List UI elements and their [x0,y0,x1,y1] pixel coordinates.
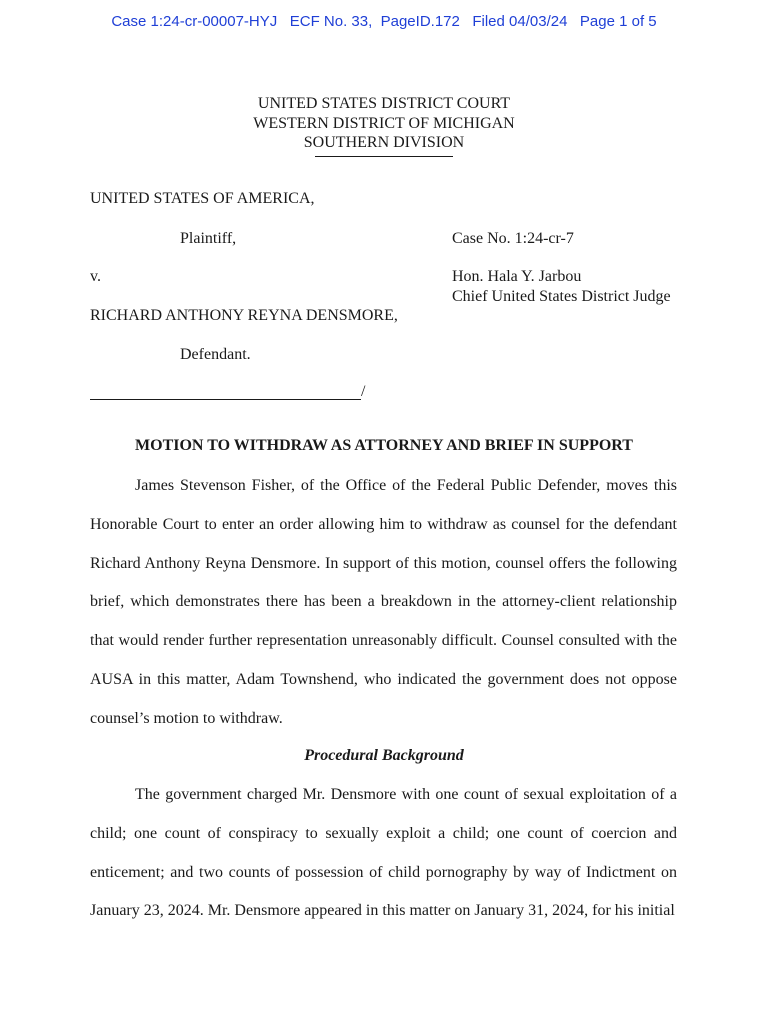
ecf-filing-stamp: Case 1:24-cr-00007-HYJ ECF No. 33, PageID.172 Filed 04/03/24 Page 1 of 5 [111,13,657,30]
judge-title: Chief United States District Judge [452,288,671,305]
section-heading: Procedural Background [304,747,464,764]
plaintiff-role: Plaintiff, [180,230,237,247]
versus-label: v. [90,268,101,285]
background-paragraph: The government charged Mr. Densmore with one count of sexual exploitation of a child; one count of conspiracy to sexually exploit a child; one count of coercion and enticement; and two counts of possession of child pornography by way of Indictment on January 23, 2024. Mr. Densmore appeared in this matter on January 31, 2024, for his initial [90,786,677,920]
judge-name: Hon. Hala Y. Jarbou [452,268,582,285]
heading-rule [315,156,453,157]
caption-slash: / [361,383,366,400]
defendant-name: RICHARD ANTHONY REYNA DENSMORE, [90,307,398,324]
court-district: WESTERN DISTRICT OF MICHIGAN [253,114,515,132]
caption-rule [90,399,361,400]
defendant-role: Defendant. [180,346,251,363]
plaintiff-name: UNITED STATES OF AMERICA, [90,190,315,207]
case-number: Case No. 1:24-cr-7 [452,230,574,247]
court-heading [0,94,768,157]
document-title: MOTION TO WITHDRAW AS ATTORNEY AND BRIEF IN SUPPORT [135,437,633,454]
intro-paragraph: James Stevenson Fisher, of the Office of the Federal Public Defender, moves this Honorable Court to enter an order allowing him to withdraw as counsel for the defendant Richard Anthony Reyna Densmore. In support of this motion, counsel offers the following brief, which demonstrates there has been a breakdown in the attorney-client relationship that would render further representation unreasonably difficult. Counsel consulted with the AUSA in this matter, Adam Townshend, who indicated the government does not oppose counsel’s motion to withdraw. [90,477,677,727]
court-name: UNITED STATES DISTRICT COURT [257,95,511,112]
court-division: SOUTHERN DIVISION [303,134,465,151]
